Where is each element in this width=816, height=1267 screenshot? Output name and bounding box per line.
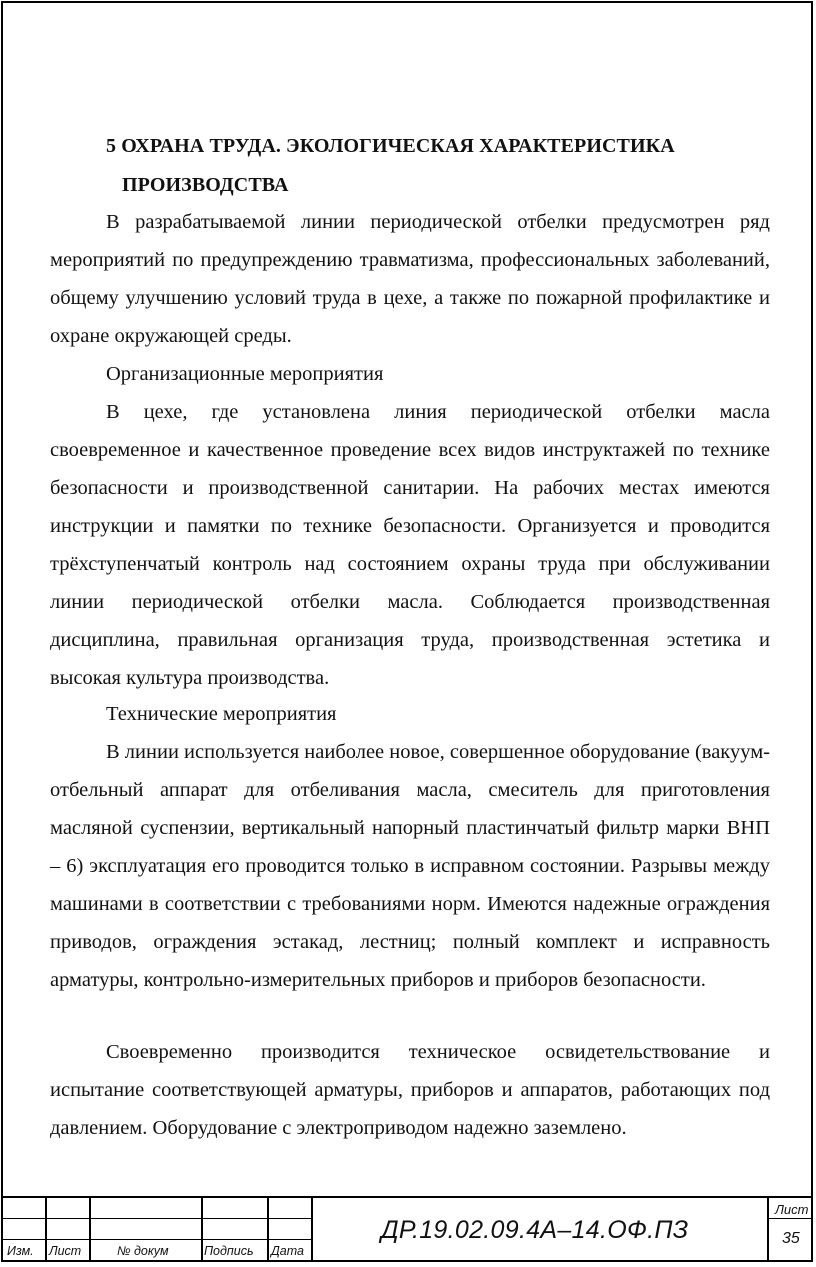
intro-text: В разрабатываемой линии периодической отбелки предусмотрен ряд мероприятий по предупреждению травматизма, профессиональных заболеваний, общему улучшению условий труда в цехе, а также по пожарной профилактике и охране окружающей среды. (50, 211, 770, 347)
stamp-col-line (89, 1198, 91, 1262)
document-code: ДР.19.02.09.4А–14.ОФ.ПЗ (381, 1216, 689, 1244)
org-text: В цехе, где установлена линия периодической отбелки масла своевременное и качественное проведение всех видов инструктажей по технике безопасности и производственной санитарии. На рабочих местах имеются инструкции и памятки по технике безопасности. Организуется и проводится трёхступенчатый контроль над состоянием охраны труда при обслуживании линии периодической отбелки масла. Соблюдается производственная дисциплина, правильная организация труда, производственная эстетика и высокая культура производства. (50, 401, 770, 689)
tech-subtitle: Технические мероприятия (106, 703, 337, 725)
stamp-row-line (1, 1218, 311, 1219)
stamp-col-line (45, 1198, 47, 1262)
final-text: Своевременно производится техническое освидетельствование и испытание соответствующей арматуры, приборов и аппаратов, работающих под давлением. Оборудование с электроприводом надежно заземлено. (50, 1041, 770, 1139)
stamp-label-doc: № докум (117, 1244, 169, 1258)
stamp-label-izm: Изм. (7, 1244, 34, 1258)
org-subtitle: Организационные мероприятия (106, 363, 384, 385)
stamp-col-line (311, 1198, 313, 1262)
tech-paragraph (50, 733, 770, 999)
stamp-label-sign: Подпись (204, 1244, 254, 1258)
stamp-label-list: Лист (49, 1244, 82, 1258)
org-paragraph (50, 393, 770, 697)
stamp-row-line (1, 1239, 311, 1240)
page-number: 35 (782, 1230, 800, 1247)
stamp-col-line (267, 1198, 269, 1262)
stamp-col-line (201, 1198, 203, 1262)
stamp-row-line (767, 1218, 813, 1219)
section-heading-line2: ПРОИЗВОДСТВА (122, 174, 289, 196)
stamp-label-date: Дата (271, 1244, 304, 1258)
section-heading-line1: 5 ОХРАНА ТРУДА. ЭКОЛОГИЧЕСКАЯ ХАРАКТЕРИСТИКА (106, 135, 675, 157)
title-block (1, 1196, 813, 1262)
sheet-label: Лист (775, 1202, 809, 1217)
tech-text: В линии используется наиболее новое, совершенное оборудование (вакуум-отбельный аппарат для отбеливания масла, смеситель для приготовления масляной суспензии, вертикальный напорный пластинчатый фильтр марки ВНП – 6) эксплуатация его проводится только в исправном состоянии. Разрывы между машинами в соответствии с требованиями норм. Имеются надежные ограждения приводов, ограждения эстакад, лестниц; полный комплект и исправность арматуры, контрольно-измерительных приборов и приборов безопасности. (50, 741, 770, 991)
stamp-col-line (767, 1198, 769, 1262)
intro-paragraph (50, 203, 770, 355)
final-paragraph (50, 1033, 770, 1147)
